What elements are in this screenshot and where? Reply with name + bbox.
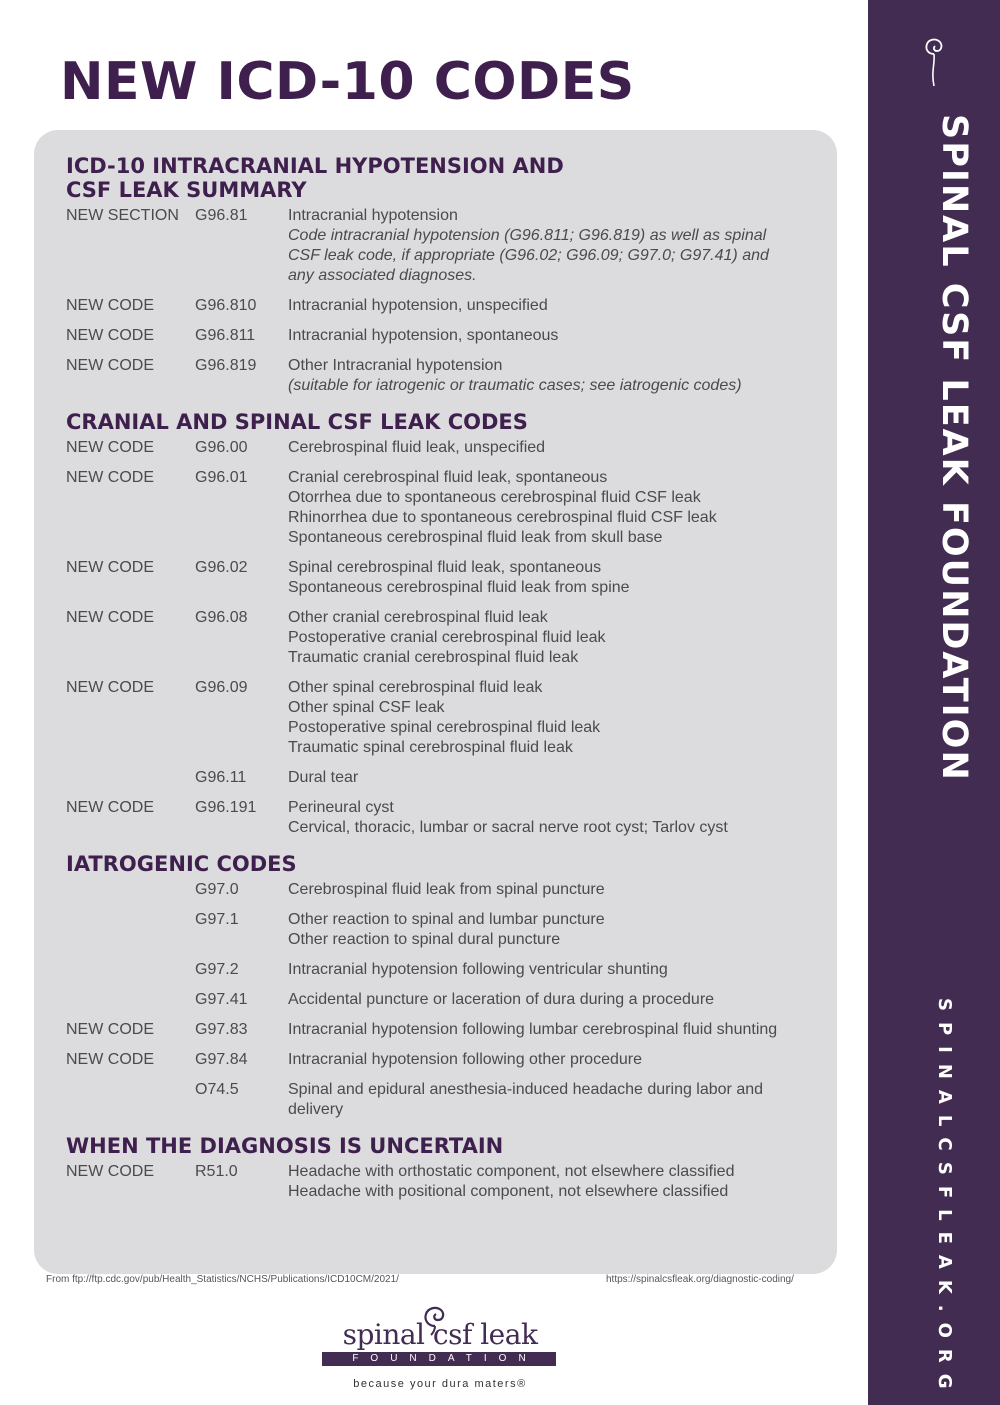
code-status-tag: NEW CODE: [66, 679, 154, 696]
code-row: [66, 990, 826, 1010]
code-description: [288, 296, 826, 316]
description-line: Spontaneous cerebrospinal fluid leak from skull base: [288, 529, 663, 546]
description-line: Headache with positional component, not elsewhere classified: [288, 1183, 729, 1200]
description-line: Other spinal CSF leak: [288, 699, 445, 716]
icd-code: G96.810: [195, 297, 257, 314]
code-row: [66, 768, 826, 788]
code-description: [288, 678, 826, 758]
description-line: Other cranial cerebrospinal fluid leak: [288, 609, 548, 626]
description-line: Rhinorrhea due to spontaneous cerebrospinal fluid CSF leak: [288, 509, 717, 526]
icd-code: G96.191: [195, 799, 257, 816]
code-description: [288, 798, 826, 838]
code-row: [66, 880, 826, 900]
code-description: [288, 768, 826, 788]
code-section: [66, 410, 826, 838]
icd-code: R51.0: [195, 1163, 238, 1180]
description-line: Intracranial hypotension, spontaneous: [288, 327, 559, 344]
source-footnote: From ftp://ftp.cdc.gov/pub/Health_Statistics/NCHS/Publications/ICD10CM/2021/: [46, 1274, 399, 1285]
description-line: Other Intracranial hypotension: [288, 357, 503, 374]
code-row: [66, 356, 826, 396]
description-line: Intracranial hypotension: [288, 207, 458, 224]
code-description: [288, 910, 826, 950]
code-status-tag: NEW CODE: [66, 327, 154, 344]
description-line: Postoperative cranial cerebrospinal fluid leak: [288, 629, 606, 646]
code-description: [288, 880, 826, 900]
sidebar: [868, 0, 1000, 1405]
description-line: Intracranial hypotension, unspecified: [288, 297, 548, 314]
codes-panel: [34, 130, 837, 1274]
code-section: [66, 154, 826, 396]
code-description: [288, 468, 826, 548]
description-line: Other spinal cerebrospinal fluid leak: [288, 679, 543, 696]
section-title: ICD-10 INTRACRANIAL HYPOTENSION AND CSF LEAK SUMMARY: [66, 154, 564, 202]
icd-code: G96.811: [195, 327, 256, 344]
code-status-tag: NEW CODE: [66, 1163, 154, 1180]
description-note: any associated diagnoses.: [288, 267, 477, 284]
code-section: [66, 852, 826, 1120]
code-row: [66, 910, 826, 950]
code-status-tag: NEW CODE: [66, 469, 154, 486]
icd-code: G96.11: [195, 769, 247, 786]
description-line: Otorrhea due to spontaneous cerebrospinal fluid CSF leak: [288, 489, 701, 506]
code-description: [288, 960, 826, 980]
code-row: [66, 468, 826, 548]
code-row: [66, 678, 826, 758]
description-line: Cerebrospinal fluid leak, unspecified: [288, 439, 546, 456]
description-note: (suitable for iatrogenic or traumatic cases; see iatrogenic codes): [288, 377, 742, 394]
description-line: Intracranial hypotension following lumbar cerebrospinal fluid shunting: [288, 1021, 778, 1038]
icd-code: G96.00: [195, 439, 248, 456]
icd-code: G97.83: [195, 1021, 248, 1038]
code-description: [288, 1162, 826, 1202]
description-line: Other reaction to spinal and lumbar puncture: [288, 911, 605, 928]
page-title: NEW ICD-10 CODES: [60, 52, 635, 112]
code-description: [288, 1050, 826, 1070]
icd-code: G96.81: [195, 207, 248, 224]
section-title: CRANIAL AND SPINAL CSF LEAK CODES: [66, 410, 528, 434]
description-line: Dural tear: [288, 769, 359, 786]
description-line: Traumatic spinal cerebrospinal fluid leak: [288, 739, 573, 756]
code-description: [288, 438, 826, 458]
sidebar-url[interactable]: SPINALCSFLEAK.ORG: [934, 998, 955, 1400]
icd-code: G97.41: [195, 991, 248, 1008]
foundation-logo: [320, 1296, 560, 1396]
code-row: [66, 608, 826, 668]
icd-code: G96.09: [195, 679, 248, 696]
code-row: [66, 438, 826, 458]
code-row: [66, 1020, 826, 1040]
sidebar-title: SPINAL CSF LEAK FOUNDATION: [934, 114, 974, 782]
description-line: Other reaction to spinal dural puncture: [288, 931, 561, 948]
icd-code: G96.02: [195, 559, 248, 576]
code-description: [288, 558, 826, 598]
code-description: [288, 326, 826, 346]
code-description: [288, 990, 826, 1010]
description-line: Headache with orthostatic component, not elsewhere classified: [288, 1163, 735, 1180]
section-gap: [66, 396, 826, 410]
link-footnote[interactable]: https://spinalcsfleak.org/diagnostic-coding/: [606, 1274, 794, 1285]
description-line: Spinal and epidural anesthesia-induced headache during labor and: [288, 1081, 764, 1098]
description-line: delivery: [288, 1101, 344, 1118]
section-gap: [66, 838, 826, 852]
code-status-tag: NEW SECTION: [66, 207, 179, 224]
code-description: [288, 608, 826, 668]
description-line: Traumatic cranial cerebrospinal fluid leak: [288, 649, 579, 666]
icd-code: G97.2: [195, 961, 239, 978]
code-row: [66, 798, 826, 838]
description-line: Cervical, thoracic, lumbar or sacral nerve root cyst; Tarlov cyst: [288, 819, 728, 836]
logo-wordmark: spinal csf leak: [342, 1318, 538, 1351]
icd-code: G96.08: [195, 609, 248, 626]
code-section: [66, 1134, 826, 1202]
icd-code: G96.01: [195, 469, 248, 486]
code-row: [66, 1080, 826, 1120]
description-line: Cerebrospinal fluid leak from spinal puncture: [288, 881, 605, 898]
code-status-tag: NEW CODE: [66, 439, 154, 456]
icd-code: G97.84: [195, 1051, 248, 1068]
code-status-tag: NEW CODE: [66, 559, 154, 576]
description-line: Intracranial hypotension following ventricular shunting: [288, 961, 668, 978]
code-status-tag: NEW CODE: [66, 1051, 154, 1068]
section-gap: [66, 1120, 826, 1134]
description-note: CSF leak code, if appropriate (G96.02; G96.09; G97.0; G97.41) and: [288, 247, 769, 264]
description-line: Perineural cyst: [288, 799, 394, 816]
code-status-tag: NEW CODE: [66, 609, 154, 626]
section-title: IATROGENIC CODES: [66, 852, 297, 876]
swirl-icon: [918, 34, 948, 90]
code-row: [66, 960, 826, 980]
code-row: [66, 558, 826, 598]
code-description: [288, 1020, 826, 1040]
code-status-tag: NEW CODE: [66, 357, 154, 374]
description-line: Postoperative spinal cerebrospinal fluid leak: [288, 719, 601, 736]
section-title: WHEN THE DIAGNOSIS IS UNCERTAIN: [66, 1134, 504, 1158]
code-description: [288, 206, 826, 286]
code-status-tag: NEW CODE: [66, 297, 154, 314]
code-description: [288, 1080, 826, 1120]
code-row: [66, 206, 826, 286]
description-line: Accidental puncture or laceration of dura during a procedure: [288, 991, 715, 1008]
icd-code: G96.819: [195, 357, 257, 374]
code-status-tag: NEW CODE: [66, 799, 154, 816]
code-row: [66, 1162, 826, 1202]
description-line: Cranial cerebrospinal fluid leak, spontaneous: [288, 469, 608, 486]
code-row: [66, 296, 826, 316]
icd-code: G97.1: [195, 911, 239, 928]
sections-container: [66, 154, 826, 1202]
code-description: [288, 356, 826, 396]
code-row: [66, 1050, 826, 1070]
code-row: [66, 326, 826, 346]
description-line: Spinal cerebrospinal fluid leak, spontaneous: [288, 559, 602, 576]
description-line: Intracranial hypotension following other procedure: [288, 1051, 642, 1068]
description-note: Code intracranial hypotension (G96.811; G96.819) as well as spinal: [288, 227, 767, 244]
logo-tagline: because your dura maters®: [353, 1378, 527, 1390]
icd-code: O74.5: [195, 1081, 239, 1098]
icd-code: G97.0: [195, 881, 239, 898]
description-line: Spontaneous cerebrospinal fluid leak from spine: [288, 579, 630, 596]
logo-foundation-bar: FOUNDATION: [322, 1352, 556, 1366]
code-status-tag: NEW CODE: [66, 1021, 154, 1038]
